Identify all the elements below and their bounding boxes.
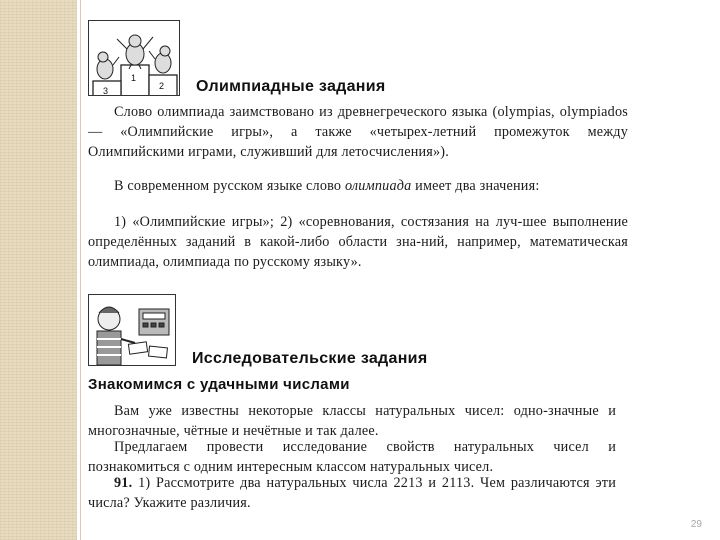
natural-numbers-classes-text: Вам уже известны некоторые классы натуральных чисел: одно-значные и многозначные, чётные и нечётные и так далее. <box>88 403 616 439</box>
boy-icon <box>97 307 135 365</box>
section-title-research: Исследовательские задания <box>192 350 428 367</box>
podium-label-3: 3 <box>103 86 109 96</box>
olympiad-meaning-intro: В современном русском языке слово олимпиада имеет два значения: <box>114 178 540 194</box>
bird-icon <box>97 52 119 79</box>
podium-label-1: 1 <box>131 73 137 83</box>
task-91-text: 91. 1) Рассмотрите два натуральных числа 2213 и 2113. Чем различаются эти числа? Укажите различия. <box>88 475 616 511</box>
research-boy-illustration <box>88 294 176 366</box>
calculator-icon <box>139 309 169 335</box>
olympiad-paragraph-2 <box>88 176 628 196</box>
olympiad-meanings-list: 1) «Олимпийские игры»; 2) «соревнования, состязания на луч-шее выполнение определённых заданий в какой-либо области зна-ний, например, математическая олимпиада, олимпиада по русскому языку». <box>88 214 628 270</box>
sidebar-texture <box>0 0 77 540</box>
subsection-title-lucky-numbers: Знакомимся с удачными числами <box>88 376 350 393</box>
section-title-olympiad: Олимпиадные задания <box>196 78 386 95</box>
podium-label-2: 2 <box>159 81 165 91</box>
term-olympiad: олимпиада <box>344 178 412 194</box>
sidebar-divider <box>80 0 81 540</box>
bird-icon <box>117 35 153 69</box>
research-paragraph-2 <box>88 437 616 477</box>
research-paragraph-1 <box>88 401 616 441</box>
page-number: 29 <box>690 519 702 530</box>
bird-icon <box>149 46 171 73</box>
research-proposal-text: Предлагаем провести исследование свойств натуральных чисел и познакомиться с одним интересным классом натуральных чисел. <box>88 439 616 475</box>
textbook-page <box>82 0 720 540</box>
paper-icon <box>128 342 167 358</box>
olympiad-paragraph-1 <box>88 102 628 162</box>
olympiad-podium-illustration <box>88 20 180 96</box>
task-number: 91. <box>114 475 133 491</box>
olympiad-etymology-text: Слово олимпиада заимствовано из древнегреческого языка (olympias, olympiados — «Олимпийские игры», а также «четырех-летний промежуток между Олимпийскими играми, служивший для летосчисления»). <box>88 104 628 160</box>
olympiad-paragraph-3 <box>88 212 628 272</box>
task-91 <box>88 473 616 513</box>
